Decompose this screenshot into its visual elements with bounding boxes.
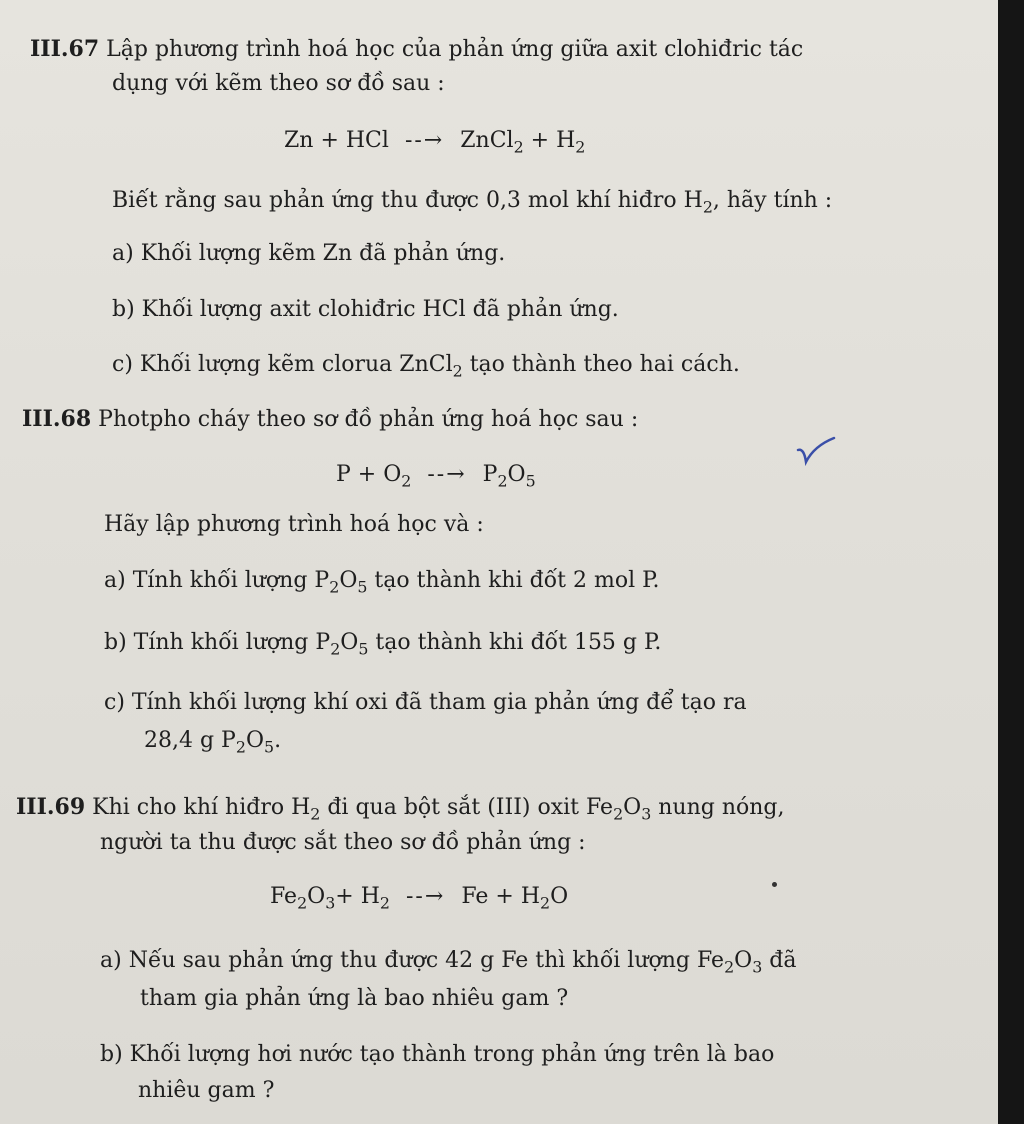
problem-68-item-c-line-1: c) Tính khối lượng khí oxi đã tham gia phản ứng để tạo ra <box>104 690 747 715</box>
problem-67-line-1: III.67 Lập phương trình hoá học của phản ứng giữa axit clohiđric tác <box>30 36 804 62</box>
problem-68-item-c-line-2: 28,4 g $P_2O_5$. <box>144 728 282 757</box>
problem-69-line-2: người ta thu được sắt theo sơ đồ phản ứng : <box>100 830 586 855</box>
problem-69-item-a-line-1: a) Nếu sau phản ứng thu được 42 g Fe thì khối lượng $Fe_2O_3$ đã <box>100 948 797 977</box>
problem-69-item-b-line-2: nhiêu gam ? <box>138 1078 275 1103</box>
problem-67-item-c: c) Khối lượng kẽm clorua ZnCl$_2$ tạo thành theo hai cách. <box>112 352 740 381</box>
problem-69-number: III.69 <box>16 794 86 820</box>
problem-68-task: Hãy lập phương trình hoá học và : <box>104 512 484 537</box>
problem-67-item-b: b) Khối lượng axit clohiđric HCl đã phản ứng. <box>112 297 619 322</box>
ink-dot <box>772 882 777 887</box>
problem-68-line-1: III.68 Photpho cháy theo sơ đồ phản ứng hoá học sau : <box>22 406 639 432</box>
problem-69-line-1: III.69 Khi cho khí hiđro $H_2$ đi qua bột sắt (III) oxit $Fe_2O_3$ nung nóng, <box>16 794 785 824</box>
page-edge-shadow <box>998 0 1024 1124</box>
problem-69-item-b-line-1: b) Khối lượng hơi nước tạo thành trong phản ứng trên là bao <box>100 1042 775 1067</box>
checkmark-icon <box>796 436 836 468</box>
problem-67-given: Biết rằng sau phản ứng thu được 0,3 mol khí hiđro $H_2$, hãy tính : <box>112 188 833 217</box>
problem-67-line-2: dụng với kẽm theo sơ đồ sau : <box>112 71 445 96</box>
equation-68: $P + O_2$ --→ $P_2O_5$ <box>336 462 536 491</box>
equation-69: $Fe_2O_3+ H_2$ --→ $Fe + H_2O$ <box>270 884 569 913</box>
problem-67-item-a: a) Khối lượng kẽm Zn đã phản ứng. <box>112 241 506 266</box>
problem-68-item-a: a) Tính khối lượng $P_2O_5$ tạo thành khi đốt 2 mol P. <box>104 568 660 597</box>
problem-67-number: III.67 <box>30 36 100 62</box>
problem-69-item-a-line-2: tham gia phản ứng là bao nhiêu gam ? <box>140 986 569 1011</box>
equation-67: Zn + HCl --→ ZnCl$_2$ + $H_2$ <box>284 128 586 157</box>
problem-68-item-b: b) Tính khối lượng $P_2O_5$ tạo thành khi đốt 155 g P. <box>104 630 662 659</box>
problem-68-number: III.68 <box>22 406 92 432</box>
